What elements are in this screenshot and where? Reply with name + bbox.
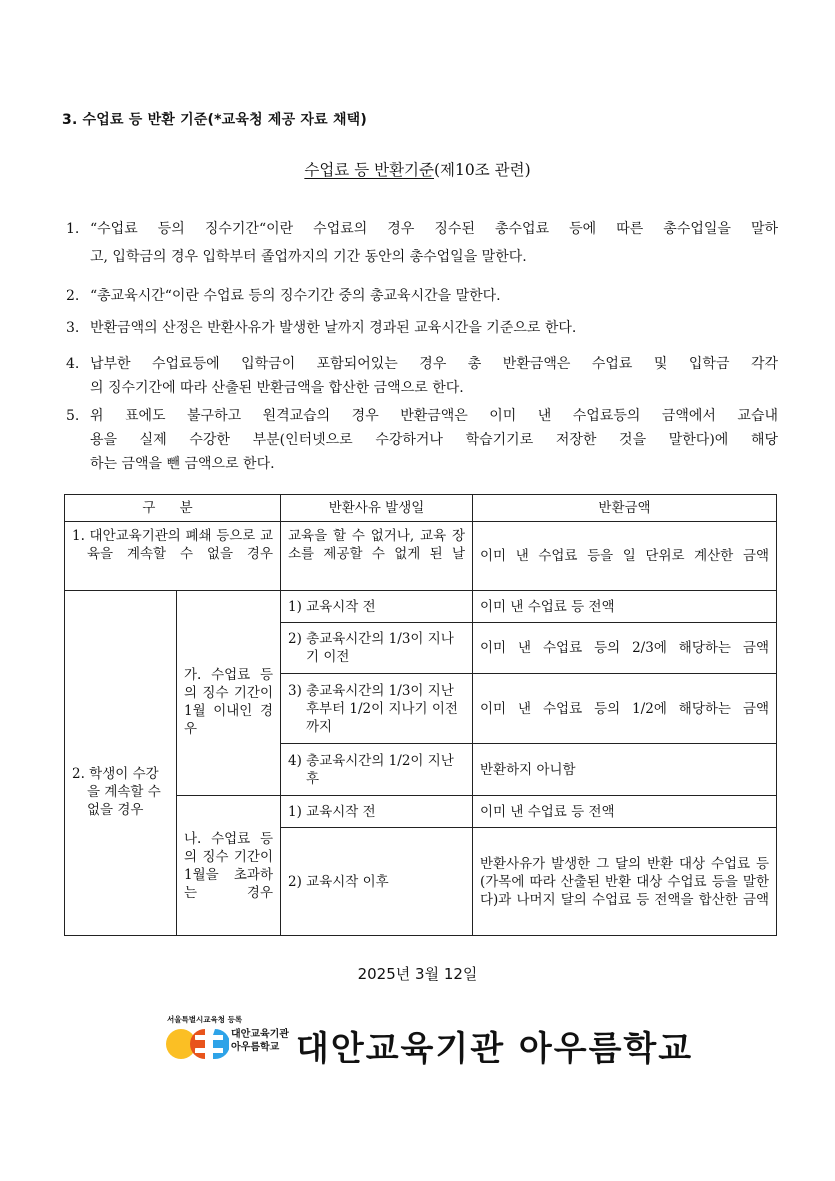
logo-caption: 서울특별시교육청 등록 xyxy=(167,1015,243,1024)
logo-text-line2: 아우름학교 xyxy=(231,1042,280,1053)
paragraph-text: 반환금액의 산정은 반환사유가 발생한 날까지 경과된 교육시간을 기준으로 한다. xyxy=(90,320,577,336)
document-date: 2025년 3월 12일 xyxy=(357,965,478,983)
document-title-suffix: (제10조 관련) xyxy=(434,161,531,179)
paragraph-5 xyxy=(66,404,778,476)
table-row xyxy=(65,591,777,623)
table-header-row xyxy=(65,495,777,522)
school-logo xyxy=(165,1014,295,1062)
reason-cell: 4) 총교육시간의 1/2이 지난 후 xyxy=(281,744,473,796)
reason-cell: 2) 총교육시간의 1/3이 지나기 이전 xyxy=(281,623,473,674)
paragraph-4 xyxy=(66,352,778,400)
paragraph-number: 5. xyxy=(66,408,80,424)
category-cell: 1. 대안교육기관의 폐쇄 등으로 교육을 계속할 수 없을 경우 xyxy=(65,522,281,591)
amount-cell: 이미 낸 수업료 등의 2/3에 해당하는 금액 xyxy=(473,623,777,674)
table-row xyxy=(65,522,777,591)
refund-criteria-table xyxy=(64,494,777,936)
amount-cell: 이미 낸 수업료 등을 일 단위로 계산한 금액 xyxy=(473,522,777,591)
amount-cell: 이미 낸 수업료 등 전액 xyxy=(473,796,777,828)
paragraph-text: 납부한 수업료등에 입학금이 포함되어있는 경우 총 반환금액은 수업료 및 입학금 각각 xyxy=(90,356,778,372)
logo-text-line1: 대안교육기관 xyxy=(231,1029,289,1040)
document-title-main: 수업료 등 반환기준 xyxy=(304,161,434,179)
amount-cell: 이미 낸 수업료 등의 1/2에 해당하는 금액 xyxy=(473,674,777,744)
paragraph-text: 용을 실제 수강한 부분(인터넷으로 수강하거나 학습기기로 저장한 것을 말한다)에 해당 xyxy=(90,432,778,448)
paragraph-number: 2. xyxy=(66,288,80,304)
amount-cell: 이미 낸 수업료 등 전액 xyxy=(473,591,777,623)
paragraph-3 xyxy=(66,316,778,340)
paragraph-text: 의 징수기간에 따라 산출된 반환금액을 합산한 금액으로 한다. xyxy=(90,380,464,396)
amount-cell: 반환사유가 발생한 그 달의 반환 대상 수업료 등(가목에 따라 산출된 반환 대상 수업료 등을 말한다)과 나머지 달의 수업료 등 전액을 합산한 금액 xyxy=(473,828,777,936)
subcategory-cell: 나. 수업료 등의 징수 기간이 1월을 초과하는 경우 xyxy=(177,796,281,936)
table-header-category: 구 분 xyxy=(65,495,281,522)
school-name: 대안교육기관 아우름학교 xyxy=(296,1029,694,1069)
reason-cell: 2) 교육시작 이후 xyxy=(281,828,473,936)
category-cell: 2. 학생이 수강을 계속할 수 없을 경우 xyxy=(65,591,177,936)
paragraph-text: 위 표에도 불구하고 원격교습의 경우 반환금액은 이미 낸 수업료등의 금액에서 교습내 xyxy=(90,408,778,424)
reason-cell: 교육을 할 수 없거나, 교육 장소를 제공할 수 없게 된 날 xyxy=(281,522,473,591)
paragraph-number: 1. xyxy=(66,221,80,237)
reason-cell: 1) 교육시작 전 xyxy=(281,591,473,623)
table-header-amount: 반환금액 xyxy=(473,495,777,522)
paragraph-text: “수업료 등의 징수기간“이란 수업료의 경우 징수된 총수업료 등에 따른 총수업일을 말하 xyxy=(90,221,778,237)
section-heading: 3. 수업료 등 반환 기준(*교육청 제공 자료 채택) xyxy=(62,112,368,128)
paragraph-text: 하는 금액을 뺀 금액으로 한다. xyxy=(90,456,275,472)
document-title xyxy=(0,158,835,180)
paragraph-2 xyxy=(66,284,778,308)
amount-cell: 반환하지 아니함 xyxy=(473,744,777,796)
reason-cell: 3) 총교육시간의 1/3이 지난 후부터 1/2이 지나기 이전까지 xyxy=(281,674,473,744)
paragraph-number: 4. xyxy=(66,356,80,372)
paragraph-text: 고, 입학금의 경우 입학부터 졸업까지의 기간 동안의 총수업일을 말한다. xyxy=(90,249,527,265)
paragraph-1 xyxy=(66,215,778,271)
paragraph-number: 3. xyxy=(66,320,80,336)
subcategory-cell: 가. 수업료 등의 징수 기간이 1월 이내인 경우 xyxy=(177,591,281,796)
table-header-reason: 반환사유 발생일 xyxy=(281,495,473,522)
logo-mark-icon xyxy=(165,1027,229,1061)
paragraph-text: “총교육시간“이란 수업료 등의 징수기간 중의 총교육시간을 말한다. xyxy=(90,288,501,304)
reason-cell: 1) 교육시작 전 xyxy=(281,796,473,828)
